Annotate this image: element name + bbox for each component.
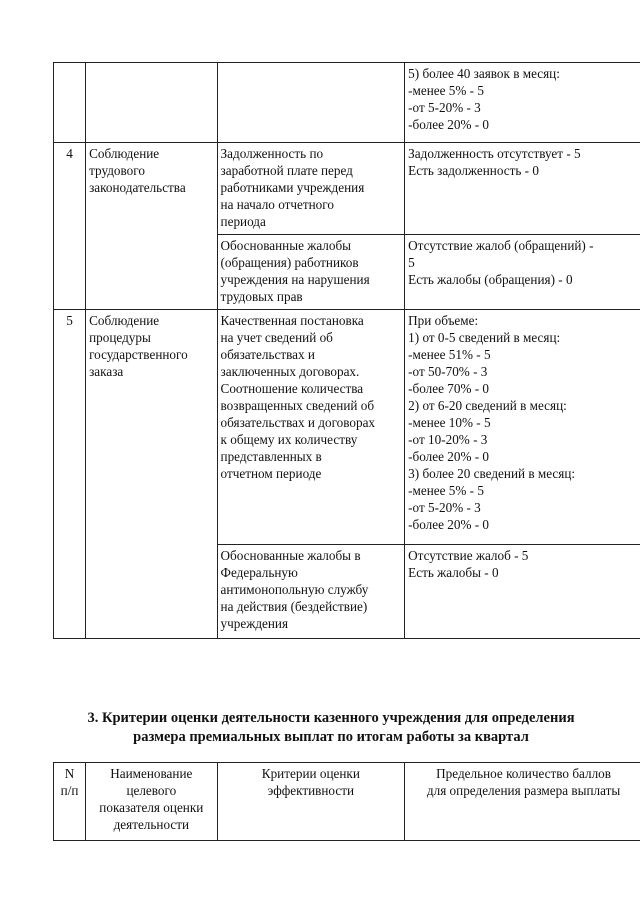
target-line: процедуры xyxy=(89,330,151,345)
row-number-cell xyxy=(54,310,86,639)
target-line: Соблюдение xyxy=(89,146,160,161)
row-number: 5 xyxy=(66,313,73,328)
target-indicator-cell xyxy=(86,143,217,310)
row-number: 4 xyxy=(66,146,73,161)
points-line: -менее 10% - 5 xyxy=(408,415,491,430)
criteria-line: Обоснованные жалобы xyxy=(220,238,352,253)
points-line: -менее 51% - 5 xyxy=(408,347,491,362)
points-line: -более 20% - 0 xyxy=(408,449,490,464)
criteria-line: отчетном периоде xyxy=(220,466,322,481)
table-row xyxy=(54,143,640,235)
points-line: 1) от 0-5 сведений в месяц: xyxy=(408,330,561,345)
criteria-line: Качественная постановка xyxy=(220,313,364,328)
header-line: для определения размера выплаты xyxy=(426,783,621,798)
criteria-line: к общему их количеству xyxy=(220,432,358,447)
target-line: трудового xyxy=(89,163,145,178)
points-line: -менее 5% - 5 xyxy=(408,83,484,98)
criteria-line: учреждения xyxy=(220,616,289,631)
criteria-line: на учет сведений об xyxy=(220,330,333,345)
target-indicator-cell xyxy=(86,63,217,143)
criteria-cell xyxy=(217,235,405,310)
header-line: N xyxy=(64,766,75,781)
criteria-line: заработной плате перед xyxy=(220,163,353,178)
points-cell xyxy=(405,235,640,310)
points-cell xyxy=(405,63,640,143)
criteria-line: Федеральную xyxy=(220,565,298,580)
points-line: Отсутствие жалоб (обращений) - xyxy=(408,238,594,253)
criteria-cell xyxy=(217,545,405,639)
row-number-cell xyxy=(54,63,86,143)
target-indicator-cell xyxy=(86,310,217,639)
points-cell xyxy=(405,143,640,235)
criteria-line: учреждения на нарушения xyxy=(220,272,370,287)
criteria-line: периода xyxy=(220,214,266,229)
header-line: деятельности xyxy=(113,817,190,832)
criteria-table-header xyxy=(53,762,640,841)
points-line: 5) более 40 заявок в месяц: xyxy=(408,66,560,81)
points-line: -от 50-70% - 3 xyxy=(408,364,488,379)
criteria-line: Задолженность по xyxy=(220,146,324,161)
header-cell-points xyxy=(405,763,640,841)
target-line: заказа xyxy=(89,364,124,379)
target-line: законодательства xyxy=(89,180,186,195)
points-line: При объеме: xyxy=(408,313,479,328)
points-cell xyxy=(405,310,640,545)
points-line: 5 xyxy=(408,255,415,270)
points-line: Задолженность отсутствует - 5 xyxy=(408,146,581,161)
header-line: Предельное количество баллов xyxy=(436,766,611,781)
section-heading-line: 3. Критерии оценки деятельности казенного учреждения для определения xyxy=(87,710,575,726)
header-line: эффективности xyxy=(267,783,355,798)
table-header-row xyxy=(54,763,640,841)
section-heading xyxy=(40,709,622,747)
section-heading-line: размера премиальных выплат по итогам работы за квартал xyxy=(133,729,529,745)
header-cell-target xyxy=(86,763,217,841)
points-line: -от 5-20% - 3 xyxy=(408,500,481,515)
points-line: Отсутствие жалоб - 5 xyxy=(408,548,529,563)
header-line: Критерии оценки xyxy=(261,766,360,781)
points-line: -менее 5% - 5 xyxy=(408,483,484,498)
criteria-line: трудовых прав xyxy=(220,289,303,304)
criteria-cell xyxy=(217,310,405,545)
points-line: Есть жалобы - 0 xyxy=(408,565,499,580)
header-line: целевого xyxy=(126,783,177,798)
criteria-cell xyxy=(217,63,405,143)
criteria-line: Соотношение количества xyxy=(220,381,364,396)
target-line: государственного xyxy=(89,347,188,362)
table-row xyxy=(54,310,640,545)
header-line: п/п xyxy=(60,783,79,798)
criteria-cell xyxy=(217,143,405,235)
points-line: -от 5-20% - 3 xyxy=(408,100,481,115)
header-line: Наименование xyxy=(110,766,193,781)
criteria-line: обязательствах и xyxy=(220,347,315,362)
points-line: Есть задолженность - 0 xyxy=(408,163,539,178)
row-number-cell xyxy=(54,143,86,310)
table-row xyxy=(54,63,640,143)
criteria-line: заключенных договорах. xyxy=(220,364,360,379)
points-line: -более 70% - 0 xyxy=(408,381,490,396)
criteria-line: представленных в xyxy=(220,449,322,464)
criteria-line: антимонопольную службу xyxy=(220,582,369,597)
header-cell-number xyxy=(54,763,86,841)
criteria-line: на начало отчетного xyxy=(220,197,334,212)
criteria-line: работниками учреждения xyxy=(220,180,365,195)
points-line: Есть жалобы (обращения) - 0 xyxy=(408,272,573,287)
points-line: -более 20% - 0 xyxy=(408,517,490,532)
criteria-line: Обоснованные жалобы в xyxy=(220,548,361,563)
criteria-table xyxy=(53,62,640,639)
target-line: Соблюдение xyxy=(89,313,160,328)
criteria-line: на действия (бездействие) xyxy=(220,599,368,614)
points-line: 2) от 6-20 сведений в месяц: xyxy=(408,398,567,413)
header-line: показателя оценки xyxy=(99,800,204,815)
header-cell-criteria xyxy=(217,763,405,841)
criteria-line: возвращенных сведений об xyxy=(220,398,375,413)
points-line: -более 20% - 0 xyxy=(408,117,490,132)
points-line: -от 10-20% - 3 xyxy=(408,432,488,447)
criteria-line: (обращения) работников xyxy=(220,255,359,270)
criteria-line: обязательствах и договорах xyxy=(220,415,376,430)
points-cell xyxy=(405,545,640,639)
points-line: 3) более 20 сведений в месяц: xyxy=(408,466,576,481)
